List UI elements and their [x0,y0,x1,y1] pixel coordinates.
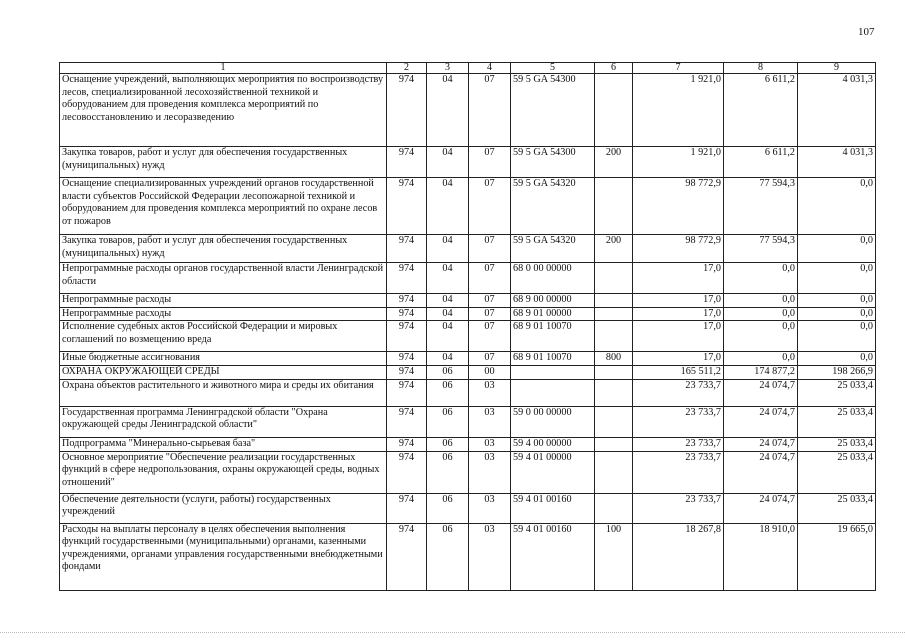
amount-year1-cell: 23 733,7 [633,406,724,437]
code-section-cell: 06 [427,379,469,406]
code-expense-type-cell [595,406,633,437]
budget-table [59,62,876,591]
amount-year3-cell: 0,0 [798,321,876,352]
amount-year2-cell: 6 611,2 [724,147,798,178]
code-subsection-cell: 07 [469,263,511,294]
code-section-cell: 04 [427,235,469,263]
code-expense-type-cell [595,451,633,493]
amount-year3-cell: 198 266,9 [798,365,876,379]
amount-year2-cell: 24 074,7 [724,493,798,523]
code-ministry-cell: 974 [387,352,427,366]
code-expense-type-cell [595,437,633,451]
row-name-cell: Основное мероприятие "Обеспечение реализации государственных функций в сфере недропользования, охраны окружающей среды, водных отношений" [60,451,387,493]
code-expense-type-cell [595,263,633,294]
code-target-cell: 59 4 00 00000 [511,437,595,451]
table-row [60,352,876,366]
code-subsection-cell: 03 [469,406,511,437]
col-header: 3 [427,63,469,74]
header-row [60,63,876,74]
code-section-cell: 04 [427,263,469,294]
code-ministry-cell: 974 [387,523,427,590]
code-expense-type-cell: 100 [595,523,633,590]
code-target-cell: 68 9 01 10070 [511,352,595,366]
code-expense-type-cell [595,321,633,352]
code-subsection-cell: 07 [469,352,511,366]
amount-year3-cell: 25 033,4 [798,437,876,451]
row-name-cell: ОХРАНА ОКРУЖАЮЩЕЙ СРЕДЫ [60,365,387,379]
table-row [60,379,876,406]
amount-year1-cell: 17,0 [633,294,724,308]
code-subsection-cell: 07 [469,74,511,147]
amount-year1-cell: 17,0 [633,321,724,352]
col-header: 7 [633,63,724,74]
code-section-cell: 04 [427,178,469,235]
amount-year1-cell: 23 733,7 [633,493,724,523]
code-expense-type-cell [595,365,633,379]
amount-year1-cell: 23 733,7 [633,379,724,406]
amount-year2-cell: 0,0 [724,307,798,321]
page-number: 107 [858,26,875,38]
code-section-cell: 06 [427,523,469,590]
code-subsection-cell: 07 [469,321,511,352]
table-row [60,523,876,590]
code-section-cell: 04 [427,352,469,366]
amount-year2-cell: 24 074,7 [724,437,798,451]
row-name-cell: Иные бюджетные ассигнования [60,352,387,366]
table-row [60,406,876,437]
amount-year3-cell: 25 033,4 [798,379,876,406]
scan-edge [0,632,905,637]
amount-year1-cell: 17,0 [633,352,724,366]
amount-year1-cell: 17,0 [633,263,724,294]
row-name-cell: Закупка товаров, работ и услуг для обеспечения государственных (муниципальных) нужд [60,147,387,178]
code-subsection-cell: 07 [469,235,511,263]
amount-year1-cell: 23 733,7 [633,451,724,493]
amount-year2-cell: 0,0 [724,321,798,352]
code-ministry-cell: 974 [387,379,427,406]
row-name-cell: Закупка товаров, работ и услуг для обеспечения государственных (муниципальных) нужд [60,235,387,263]
code-target-cell [511,365,595,379]
code-ministry-cell: 974 [387,147,427,178]
code-section-cell: 04 [427,321,469,352]
code-ministry-cell: 974 [387,365,427,379]
code-ministry-cell: 974 [387,493,427,523]
amount-year3-cell: 0,0 [798,178,876,235]
code-ministry-cell: 974 [387,235,427,263]
table-row [60,74,876,147]
code-expense-type-cell [595,379,633,406]
code-expense-type-cell [595,74,633,147]
col-header: 4 [469,63,511,74]
code-section-cell: 04 [427,307,469,321]
amount-year1-cell: 23 733,7 [633,437,724,451]
row-name-cell: Охрана объектов растительного и животного мира и среды их обитания [60,379,387,406]
code-target-cell: 59 4 01 00000 [511,451,595,493]
code-subsection-cell: 03 [469,451,511,493]
code-expense-type-cell: 200 [595,235,633,263]
table-row [60,178,876,235]
col-header: 8 [724,63,798,74]
row-name-cell: Оснащение специализированных учреждений органов государственной власти субъектов Российской Федерации лесопожарной техникой и оборудованием для проведения комплекса мероприятий по охране лесов от пожаров [60,178,387,235]
amount-year2-cell: 24 074,7 [724,406,798,437]
code-target-cell: 59 5 GA 54320 [511,235,595,263]
table-row [60,437,876,451]
code-section-cell: 04 [427,147,469,178]
code-ministry-cell: 974 [387,437,427,451]
code-section-cell: 06 [427,406,469,437]
table-row [60,294,876,308]
table-row [60,147,876,178]
code-expense-type-cell: 200 [595,147,633,178]
code-target-cell: 59 5 GA 54300 [511,147,595,178]
code-target-cell: 68 9 01 00000 [511,307,595,321]
amount-year3-cell: 0,0 [798,294,876,308]
code-section-cell: 04 [427,74,469,147]
row-name-cell: Непрограммные расходы [60,294,387,308]
code-subsection-cell: 03 [469,523,511,590]
row-name-cell: Расходы на выплаты персоналу в целях обеспечения выполнения функций государственными (муниципальными) органами, казенными учреждениями, органами управления государственными внебюджетными фондами [60,523,387,590]
amount-year3-cell: 4 031,3 [798,74,876,147]
code-ministry-cell: 974 [387,178,427,235]
amount-year2-cell: 174 877,2 [724,365,798,379]
col-header: 5 [511,63,595,74]
amount-year1-cell: 1 921,0 [633,74,724,147]
code-ministry-cell: 974 [387,294,427,308]
amount-year3-cell: 0,0 [798,263,876,294]
code-section-cell: 06 [427,451,469,493]
code-subsection-cell: 00 [469,365,511,379]
row-name-cell: Государственная программа Ленинградской области "Охрана окружающей среды Ленинградской области" [60,406,387,437]
amount-year3-cell: 25 033,4 [798,406,876,437]
amount-year2-cell: 0,0 [724,263,798,294]
amount-year3-cell: 0,0 [798,352,876,366]
amount-year1-cell: 98 772,9 [633,178,724,235]
code-target-cell: 59 5 GA 54320 [511,178,595,235]
amount-year1-cell: 18 267,8 [633,523,724,590]
code-target-cell: 68 0 00 00000 [511,263,595,294]
code-subsection-cell: 07 [469,294,511,308]
code-ministry-cell: 974 [387,451,427,493]
col-header: 2 [387,63,427,74]
row-name-cell: Исполнение судебных актов Российской Федерации и мировых соглашений по возмещению вреда [60,321,387,352]
amount-year1-cell: 98 772,9 [633,235,724,263]
row-name-cell: Непрограммные расходы [60,307,387,321]
table-row [60,451,876,493]
code-ministry-cell: 974 [387,263,427,294]
row-name-cell: Непрограммные расходы органов государственной власти Ленинградской области [60,263,387,294]
code-subsection-cell: 07 [469,178,511,235]
code-section-cell: 04 [427,294,469,308]
code-target-cell: 59 4 01 00160 [511,493,595,523]
amount-year3-cell: 0,0 [798,307,876,321]
amount-year2-cell: 6 611,2 [724,74,798,147]
table-row [60,493,876,523]
code-section-cell: 06 [427,437,469,451]
col-header: 1 [60,63,387,74]
code-target-cell: 59 4 01 00160 [511,523,595,590]
code-ministry-cell: 974 [387,74,427,147]
code-expense-type-cell [595,493,633,523]
amount-year2-cell: 77 594,3 [724,235,798,263]
amount-year2-cell: 24 074,7 [724,451,798,493]
code-subsection-cell: 03 [469,493,511,523]
code-section-cell: 06 [427,493,469,523]
code-target-cell: 59 0 00 00000 [511,406,595,437]
amount-year2-cell: 24 074,7 [724,379,798,406]
row-name-cell: Подпрограмма "Минерально-сырьевая база" [60,437,387,451]
amount-year3-cell: 4 031,3 [798,147,876,178]
code-expense-type-cell [595,307,633,321]
amount-year2-cell: 0,0 [724,294,798,308]
table-row [60,263,876,294]
amount-year2-cell: 0,0 [724,352,798,366]
amount-year1-cell: 17,0 [633,307,724,321]
amount-year3-cell: 25 033,4 [798,493,876,523]
amount-year1-cell: 1 921,0 [633,147,724,178]
table-row [60,365,876,379]
amount-year3-cell: 25 033,4 [798,451,876,493]
col-header: 6 [595,63,633,74]
code-subsection-cell: 07 [469,307,511,321]
code-subsection-cell: 03 [469,379,511,406]
row-name-cell: Оснащение учреждений, выполняющих мероприятия по воспроизводству лесов, специализированной лесохозяйственной техникой и оборудованием для проведения комплекса мероприятий по лесовосстановлению и лесоразведению [60,74,387,147]
code-expense-type-cell: 800 [595,352,633,366]
code-expense-type-cell [595,294,633,308]
amount-year2-cell: 18 910,0 [724,523,798,590]
code-ministry-cell: 974 [387,307,427,321]
code-target-cell: 68 9 00 00000 [511,294,595,308]
code-subsection-cell: 03 [469,437,511,451]
code-ministry-cell: 974 [387,321,427,352]
col-header: 9 [798,63,876,74]
code-section-cell: 06 [427,365,469,379]
code-expense-type-cell [595,178,633,235]
table-row [60,307,876,321]
amount-year2-cell: 77 594,3 [724,178,798,235]
code-subsection-cell: 07 [469,147,511,178]
table-row [60,321,876,352]
code-ministry-cell: 974 [387,406,427,437]
table-row [60,235,876,263]
code-target-cell: 68 9 01 10070 [511,321,595,352]
amount-year3-cell: 0,0 [798,235,876,263]
amount-year1-cell: 165 511,2 [633,365,724,379]
amount-year3-cell: 19 665,0 [798,523,876,590]
code-target-cell [511,379,595,406]
code-target-cell: 59 5 GA 54300 [511,74,595,147]
row-name-cell: Обеспечение деятельности (услуги, работы) государственных учреждений [60,493,387,523]
